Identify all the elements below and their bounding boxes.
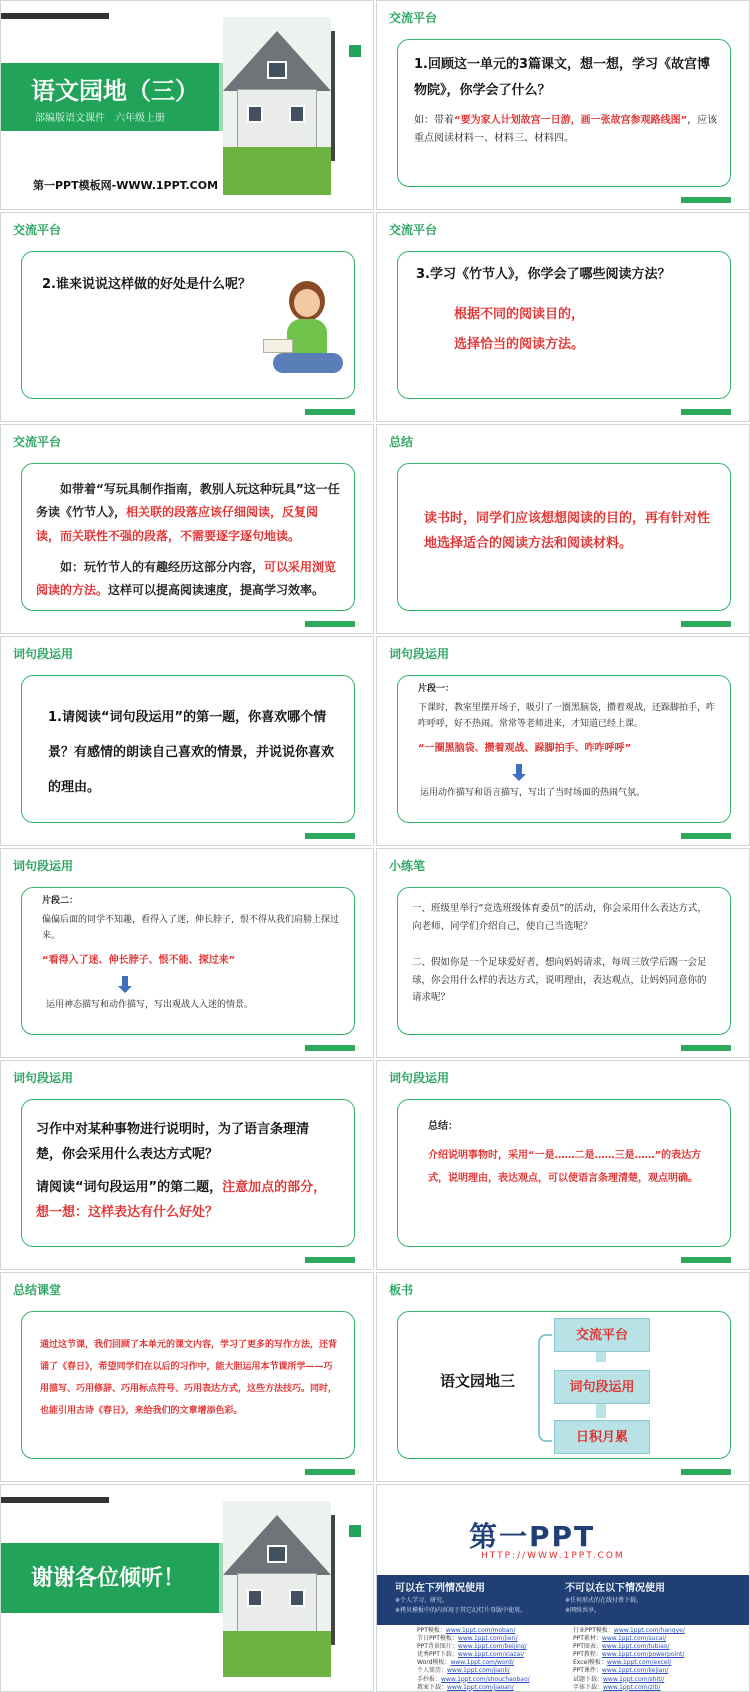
girl-illustration	[263, 281, 353, 391]
paragraph-1-highlight: 相关联的段落应该仔细阅读，反复阅读，而关联性不强的段落，不需要逐字逐句地读。	[36, 505, 319, 543]
content-card	[397, 1311, 731, 1459]
slide-exchange-1[interactable]	[376, 0, 750, 210]
deco-bar	[681, 833, 731, 839]
question-text: 1.回顾这一单元的3篇课文，想一想，学习《故宫博物院》，你学会了什么？	[414, 57, 711, 98]
paragraph-2	[36, 556, 342, 603]
summary-text: 通过这节课，我们回顾了本单元的课文内容，学习了更多的写作方法，还背诵了《春日》，希望同学们在以后的习作中，能大胆运用本节课所学——巧用描写、巧用修辞、巧用标点符号、巧用表达方式，这些方法技巧。同时，也能引用古诗《春日》，来给我们的文章增添色彩。	[40, 1340, 338, 1417]
can-item-1: ※个人学习、研究。	[395, 1597, 449, 1604]
question-text: 3.学习《竹节人》，你学会了哪些阅读方法？	[416, 267, 671, 282]
board-center: 语文园地三	[440, 1372, 516, 1390]
deco-bar	[681, 197, 731, 203]
link-row[interactable]: 手抄报：www.1ppt.com/shouchaobao/	[417, 1675, 530, 1683]
fragment-quote: “一圈黑脑袋、攒着观战、跺脚拍手、咋咋呼呼”	[418, 743, 632, 754]
house-window	[289, 105, 305, 123]
note-highlight: “要为家人计划故宫一日游，画一张故宫参观路线图”	[454, 115, 688, 126]
paragraph-1-text: 如带着“写玩具制作指南，教别人玩这种玩具”这一任务读《竹节人》，	[36, 482, 340, 520]
house-lawn	[223, 1631, 331, 1677]
house-window	[247, 1589, 263, 1607]
house-photo	[223, 17, 331, 195]
house-window	[289, 1589, 305, 1607]
slide-header: 交流平台	[13, 223, 62, 237]
slide-header: 交流平台	[389, 223, 438, 237]
link-row[interactable]: PPT素材：www.1ppt.com/sucai/	[573, 1635, 667, 1643]
paragraph-1	[36, 478, 342, 548]
link-row[interactable]: 行业PPT模板：www.1ppt.com/hangye/	[573, 1627, 685, 1634]
answer-line-1: 根据不同的阅读目的，	[454, 307, 585, 322]
link-row[interactable]: PPT教程：www.1ppt.com/powerpoint/	[573, 1651, 685, 1659]
slide-thanks[interactable]	[0, 1484, 374, 1692]
fragment-quote: “看得入了迷、伸长脖子、恨不能、探过来”	[42, 955, 236, 966]
link-row[interactable]: 节日PPT模板：www.1ppt.com/jieri/	[417, 1635, 518, 1643]
slide-header: 词句段运用	[13, 647, 74, 661]
board-item-1: 交流平台	[554, 1318, 650, 1352]
logo-text: 第一PPT	[469, 1520, 596, 1553]
link-row[interactable]: Word模板：www.1ppt.com/word/	[417, 1659, 514, 1667]
note-suffix: ，应该重点阅读材料一、材料三、材料四。	[414, 115, 718, 144]
slide-board[interactable]	[376, 1272, 750, 1482]
left-link-list	[417, 1627, 567, 1692]
site-label: 第一PPT模板网-WWW.1PPT.COM	[33, 179, 219, 192]
slide-words-5[interactable]	[376, 1060, 750, 1270]
content-card	[397, 887, 731, 1035]
link-row[interactable]: 优秀PPT下载：www.1ppt.com/xiazai/	[417, 1651, 524, 1659]
slide-words-4[interactable]	[0, 1060, 374, 1270]
brace-line	[538, 1334, 552, 1442]
deco-bar	[681, 409, 731, 415]
thanks-title: 谢谢各位倾听！	[31, 1566, 186, 1591]
paragraph-2	[36, 1176, 332, 1225]
deco-bar	[305, 409, 355, 415]
slide-subtitle: 部编版语文课件 六年级上册	[35, 113, 165, 124]
paragraph-2-text: 如：玩竹节人的有趣经历这部分内容，	[60, 560, 265, 574]
house-photo	[223, 1501, 331, 1677]
paragraph-2-highlight: 可以采用浏览阅读的方法。	[36, 560, 337, 598]
fragment-body: 下课时，教室里摆开场子，吸引了一圈黑脑袋，攒着观战，还跺脚拍手，咋咋呼呼，好不热闹。常常等老师进来，才知道已经上课。	[418, 703, 716, 730]
slide-words-3[interactable]	[0, 848, 374, 1058]
slide-license[interactable]	[376, 1484, 750, 1692]
slide-header: 板书	[389, 1283, 414, 1297]
house-lawn	[223, 147, 331, 195]
deco-bar	[681, 1045, 731, 1051]
note-text	[414, 112, 720, 147]
right-link-list	[573, 1627, 743, 1692]
girl-legs	[273, 353, 343, 373]
paragraph-2-tail: 这样可以提高阅读速度，提高学习效率。	[108, 583, 325, 598]
deco-bar	[305, 1045, 355, 1051]
slide-header: 词句段运用	[389, 1071, 450, 1085]
fragment-result: 运用动作描写和语言描写，写出了当时场面的热闹气氛。	[420, 788, 646, 798]
can-item-2: ※拷贝模板中的内容用于其它幻灯片母版中使用。	[395, 1607, 527, 1614]
link-row[interactable]: Excel模板：www.1ppt.com/excel/	[573, 1659, 672, 1667]
slide-header: 词句段运用	[389, 647, 450, 661]
question-text: 1.请阅读“词句段运用”的第一题，你喜欢哪个情景？有感情的朗读自己喜欢的情景，并说说你喜欢的理由。	[48, 710, 335, 796]
house-window	[267, 1545, 287, 1563]
house-window	[267, 61, 287, 79]
cannot-title: 不可以在以下情况使用	[565, 1583, 665, 1594]
slide-words-2[interactable]	[376, 636, 750, 846]
practice-q1: 一、班级里举行“竞选班级体育委员”的活动，你会采用什么表达方式，向老师、同学们介绍自己，使自己当选呢？	[412, 903, 707, 932]
content-card	[397, 675, 731, 823]
slide-header: 总结课堂	[13, 1283, 62, 1297]
board-item-3: 日积月累	[554, 1420, 650, 1454]
question-text: 2.谁来说说这样做的好处是什么呢？	[42, 277, 251, 292]
book	[263, 339, 293, 353]
note-prefix: 如：带着	[414, 115, 454, 126]
paragraph-2-text: 请阅读“词句段运用”的第二题，	[36, 1180, 223, 1195]
board-item-2: 词句段运用	[554, 1370, 650, 1404]
content-card	[21, 1311, 355, 1459]
slide-exchange-4[interactable]	[0, 424, 374, 634]
deco-bar	[681, 1257, 731, 1263]
frame-line	[331, 31, 335, 161]
content-card	[397, 463, 731, 611]
content-card	[21, 675, 355, 823]
flow-arrow-icon	[596, 1352, 606, 1362]
slide-exchange-3[interactable]	[376, 212, 750, 422]
slide-exchange-2[interactable]	[0, 212, 374, 422]
slide-header: 词句段运用	[13, 859, 74, 873]
fragment-body: 偏偏后面的同学不知趣，看得入了迷，伸长脖子，恨不得从我们肩膀上探过来。	[42, 915, 340, 942]
answer-line-2: 选择恰当的阅读方法。	[454, 337, 585, 352]
content-card	[21, 1099, 355, 1247]
deco-bar	[305, 1257, 355, 1263]
fragment-result: 运用神态描写和动作描写，写出观战人入迷的情景。	[46, 1000, 254, 1010]
slide-title-text: 语文园地（三）	[31, 77, 199, 105]
cannot-item-1: ※任何形式的在线付费下载。	[565, 1597, 643, 1604]
girl-face	[294, 289, 320, 317]
link-row[interactable]: PPT背景图片：www.1ppt.com/beijing/	[417, 1643, 527, 1651]
deco-bar	[681, 1469, 731, 1475]
fragment-label: 片段一：	[418, 684, 455, 694]
slide-words-1[interactable]	[0, 636, 374, 846]
down-arrow-icon	[122, 976, 128, 986]
deco-bar	[305, 621, 355, 627]
slide-header: 交流平台	[13, 435, 62, 449]
can-title: 可以在下列情况使用	[395, 1583, 485, 1594]
frame-square	[349, 1525, 361, 1537]
link-row[interactable]: PPT课件：www.1ppt.com/kejian/	[573, 1667, 669, 1675]
link-row[interactable]: 个人简历：www.1ppt.com/jianli/	[417, 1667, 510, 1675]
slide-header: 词句段运用	[13, 1071, 74, 1085]
content-card	[397, 39, 731, 187]
link-row[interactable]: PPT模板：www.1ppt.com/moban/	[417, 1627, 516, 1634]
slide-practice[interactable]	[376, 848, 750, 1058]
house-window	[247, 105, 263, 123]
deco-bar	[681, 621, 731, 627]
paragraph-1: 习作中对某种事物进行说明时，为了语言条理清楚，你会采用什么表达方式呢？	[36, 1122, 310, 1162]
deco-bar	[305, 833, 355, 839]
content-card	[397, 251, 731, 399]
slide-summary[interactable]	[376, 424, 750, 634]
slide-header: 交流平台	[389, 11, 438, 25]
logo-url: HTTP://WWW.1PPT.COM	[481, 1551, 625, 1561]
slide-header: 小练笔	[389, 859, 426, 873]
down-arrow-icon	[516, 764, 522, 774]
flow-arrow-icon	[596, 1404, 606, 1418]
link-row[interactable]: 教案下载：www.1ppt.com/jiaoan/	[417, 1683, 514, 1691]
link-row[interactable]: 试题下载：www.1ppt.com/shiti/	[573, 1675, 665, 1683]
frame-square	[349, 45, 361, 57]
slide-class-summary[interactable]	[0, 1272, 374, 1482]
summary-text: 读书时，同学们应该想想阅读的目的，再有针对性地选择适合的阅读方法和阅读材料。	[424, 511, 711, 552]
cannot-item-2: ※网络共享。	[565, 1607, 601, 1614]
dark-stripe	[1, 13, 109, 19]
content-card	[397, 1099, 731, 1247]
summary-label: 总结：	[428, 1121, 458, 1132]
content-card	[21, 887, 355, 1035]
slide-header: 总结	[389, 435, 414, 449]
slide-title[interactable]	[0, 0, 374, 210]
content-card	[21, 463, 355, 611]
practice-q2: 二、假如你是一个足球爱好者，想向妈妈请求，每周三放学后踢一会足球，你会用什么样的表达方式，说明理由，表达观点，让妈妈同意你的请求呢？	[412, 957, 707, 1004]
fragment-label: 片段二：	[42, 896, 79, 906]
deco-bar	[305, 1469, 355, 1475]
summary-text: 介绍说明事物时，采用“一是……二是……三是……”的表达方式，说明理由，表达观点，可以使语言条理清楚，观点明确。	[428, 1150, 702, 1184]
link-row[interactable]: 字体下载：www.1ppt.com/ziti/	[573, 1683, 661, 1691]
paragraph-2-highlight: 注意加点的部分，想一想：这样表达有什么好处？	[36, 1180, 327, 1220]
link-row[interactable]: PPT图表：www.1ppt.com/tubiao/	[573, 1643, 670, 1651]
frame-line	[331, 1515, 335, 1645]
dark-stripe	[1, 1497, 109, 1503]
